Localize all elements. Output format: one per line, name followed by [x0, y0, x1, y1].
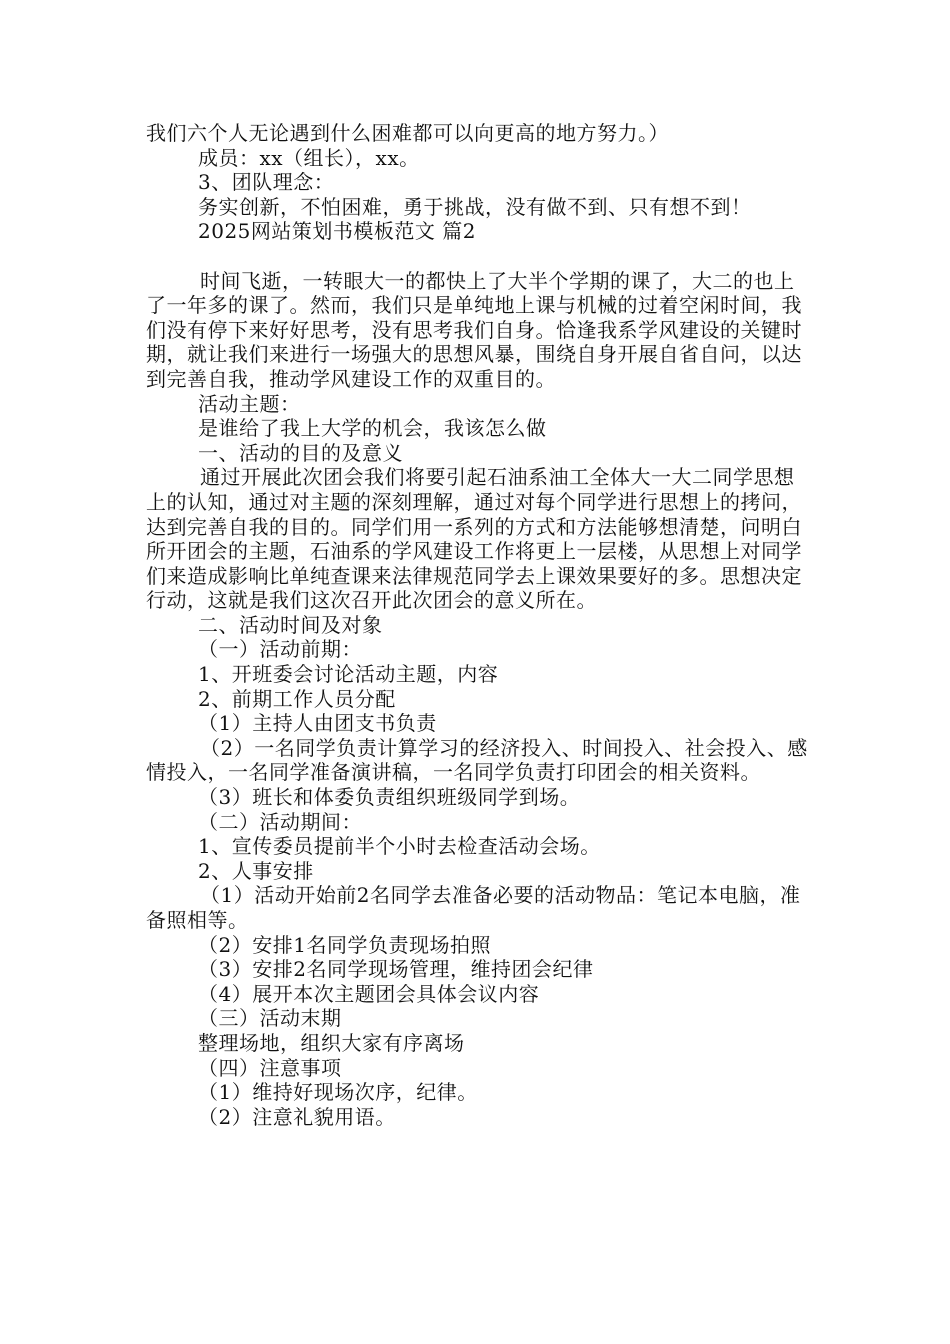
- paragraph: （三）活动末期: [198, 1006, 342, 1031]
- paragraph: 活动主题：: [198, 391, 301, 416]
- paragraph: 是谁给了我上大学的机会，我该怎么做: [198, 416, 547, 441]
- paragraph: 1、宣传委员提前半个小时去检查活动会场。: [198, 834, 601, 859]
- paragraph: 我们六个人无论遇到什么困难都可以向更高的地方努力。）: [146, 121, 669, 145]
- blank-line: [146, 244, 810, 269]
- paragraph: 务实创新，不怕困难，勇于挑战，没有做不到、只有想不到！: [198, 194, 752, 219]
- paragraph: 通过开展此次团会我们将要引起石油系油工全体大一大二同学思想上的认知，通过对主题的深刻理解，通过对每个同学进行思想上的拷问，达到完善自我的目的。同学们用一系列的方式和方法能够想清楚，问明白所开团会的主题，石油系的学风建设工作将更上一层楼，从思想上对同学们来造成影响比单纯查课来法律规范同学去上课效果要好的多。思想决定行动，这就是我们这次召开此次团会的意义所在。: [146, 465, 802, 613]
- document-body: [146, 121, 810, 1129]
- paragraph: （2）一名同学负责计算学习的经济投入、时间投入、社会投入、感情投入，一名同学准备演讲稿，一名同学负责打印团会的相关资料。: [146, 735, 808, 785]
- paragraph: （3）安排2名同学现场管理，维持团会纪律: [198, 957, 594, 982]
- paragraph: （1）维持好现场次序，纪律。: [198, 1080, 478, 1105]
- paragraph: 1、开班委会讨论活动主题，内容: [198, 662, 499, 687]
- paragraph: 二、活动时间及对象: [198, 612, 383, 637]
- paragraph: （四）注意事项: [198, 1055, 342, 1080]
- paragraph: （一）活动前期：: [198, 637, 362, 662]
- paragraph: （2）注意礼貌用语。: [198, 1104, 396, 1129]
- paragraph: （1）主持人由团支书负责: [198, 711, 437, 736]
- paragraph: 时间飞逝，一转眼大一的都快上了大半个学期的课了，大二的也上了一年多的课了。然而，我们只是单纯地上课与机械的过着空闲时间，我们没有停下来好好思考，没有思考我们自身。恰逢我系学风建设的关键时期，就让我们来进行一场强大的思想风暴，围绕自身开展自省自问，以达到完善自我，推动学风建设工作的双重目的。: [146, 268, 802, 391]
- paragraph: 2025网站策划书模板范文 篇2: [198, 219, 476, 244]
- paragraph: （1）活动开始前2名同学去准备必要的活动物品：笔记本电脑，准备照相等。: [146, 883, 801, 932]
- paragraph: 成员：xx（组长），xx。: [198, 145, 420, 170]
- paragraph: （3）班长和体委负责组织班级同学到场。: [198, 785, 581, 810]
- paragraph: （二）活动期间：: [198, 809, 362, 834]
- paragraph: 2、人事安排: [198, 858, 314, 883]
- paragraph: （4）展开本次主题团会具体会议内容: [198, 981, 540, 1006]
- paragraph: 3、团队理念：: [198, 170, 335, 195]
- paragraph: 整理场地，组织大家有序离场: [198, 1030, 465, 1055]
- paragraph: （2）安排1名同学负责现场拍照: [198, 932, 491, 957]
- paragraph: 一、活动的目的及意义: [198, 440, 403, 465]
- paragraph: 2、前期工作人员分配: [198, 686, 396, 711]
